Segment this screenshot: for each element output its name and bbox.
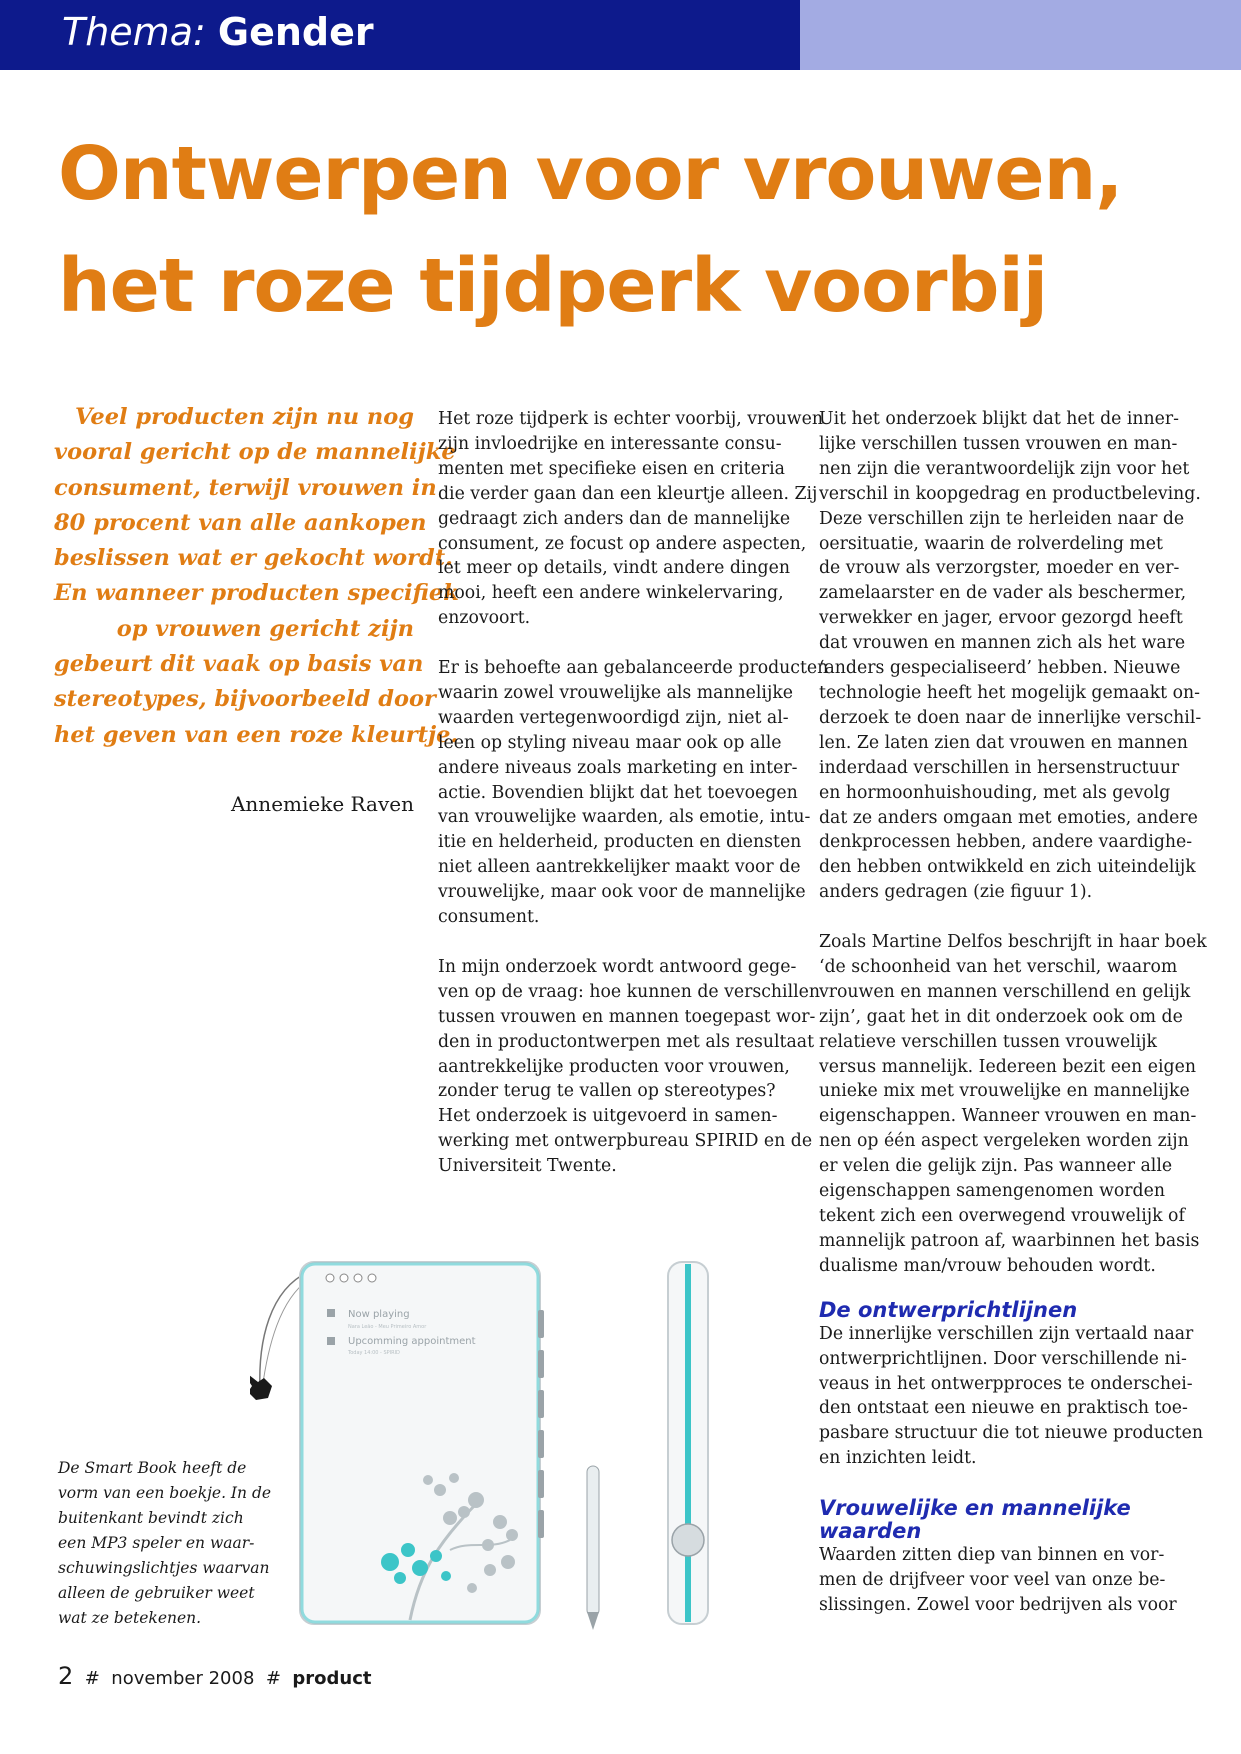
side-button — [538, 1310, 544, 1338]
body-line: eigenschappen samengenomen worden — [819, 1181, 1165, 1202]
intro-line: gebeurt dit vaak op basis van — [54, 651, 424, 678]
body-line: Deze verschillen zijn te herleiden naar de — [819, 508, 1185, 529]
intro-line: vooral gericht op de mannelijke — [54, 439, 456, 466]
body-line: waarden vertegenwoordigd zijn, niet al- — [438, 707, 789, 728]
caption-line: vorm van een boekje. In de — [58, 1484, 272, 1502]
intro-text — [54, 400, 459, 753]
intro-line: 80 procent van alle aankopen — [54, 509, 427, 536]
body-line: Universiteit Twente. — [438, 1156, 617, 1177]
indicator-light — [340, 1274, 348, 1282]
body-line: derzoek te doen naar de innerlijke verschil- — [819, 707, 1202, 728]
page-number: 2 — [58, 1662, 74, 1690]
header-accent — [800, 0, 1241, 70]
body-line: nen zijn die verantwoordelijk zijn voor het — [819, 458, 1190, 479]
body-line: werking met ontwerpbureau SPIRID en de — [438, 1131, 813, 1152]
body-line: versus mannelijk. Iedereen bezit een eigen — [819, 1056, 1196, 1077]
section-header — [62, 10, 374, 54]
footer-separator: # — [84, 1668, 100, 1689]
body-line: dat vrouwen en mannen zich als het ware — [819, 633, 1186, 654]
screen-item-title: Upcomming appointment — [348, 1336, 476, 1347]
body-line: enzovoort. — [438, 608, 531, 629]
header-thema: Thema: — [62, 10, 206, 54]
body-line: ‘anders gespecialiseerd’ hebben. Nieuwe — [819, 658, 1181, 679]
caption-line: een MP3 speler en waar- — [58, 1534, 255, 1552]
body-line: Er is behoefte aan gebalanceerde producten — [438, 658, 829, 679]
body-line: verschil in koopgedrag en productbeleving. — [819, 483, 1201, 504]
stylus-tip — [587, 1612, 599, 1630]
caption-line: alleen de gebruiker weet — [58, 1584, 255, 1602]
body-line: mannelijk patroon af, waarbinnen het basis — [819, 1230, 1200, 1251]
headline — [58, 118, 1208, 342]
body-line: en inzichten leidt. — [819, 1448, 977, 1469]
section-gap — [819, 1279, 1189, 1299]
page-footer — [58, 1662, 372, 1690]
body-line: slissingen. Zowel voor bedrijven als voor — [819, 1594, 1177, 1615]
section-gap — [819, 1471, 1189, 1497]
body-line: gedraagt zich anders dan de mannelijke — [438, 508, 791, 529]
body-line: Het onderzoek is uitgevoerd in samen- — [438, 1106, 778, 1127]
body-line: lijke verschillen tussen vrouwen en man- — [819, 433, 1178, 454]
intro-line: Veel producten zijn nu nog — [75, 404, 414, 430]
body-line: dat ze anders omgaan met emoties, andere — [819, 807, 1198, 828]
body-line: van vrouwelijke waarden, als emotie, intu- — [438, 807, 811, 828]
body-line: len. Ze laten zien dat vrouwen en mannen — [819, 732, 1188, 753]
body-line: menten met specifieke eisen en criteria — [438, 458, 785, 479]
body-line: aantrekkelijke producten voor vrouwen, — [438, 1056, 790, 1077]
body-line: mooi, heeft een andere winkelervaring, — [438, 583, 784, 604]
body-line: er velen die gelijk zijn. Pas wanneer alle — [819, 1156, 1173, 1177]
intro-line: beslissen wat er gekocht wordt. — [54, 545, 453, 572]
body-line: Het roze tijdperk is echter voorbij, vrouwen — [438, 409, 823, 429]
stylus — [587, 1466, 599, 1616]
body-line: denkprocessen hebben, andere vaardighe- — [819, 832, 1193, 853]
calendar-icon — [327, 1337, 335, 1345]
body-line: De innerlijke verschillen zijn vertaald naar — [819, 1323, 1194, 1344]
body-line: pasbare structuur die tot nieuwe producten — [819, 1423, 1203, 1444]
body-line: relatieve verschillen tussen vrouwelijk — [819, 1031, 1157, 1052]
intro-line: stereotypes, bijvoorbeeld door — [54, 686, 436, 713]
body-line: andere niveaus zoals marketing en inter- — [438, 757, 798, 778]
paragraph-gap — [819, 905, 1189, 930]
screen-item-sub: Today 14:00 - SPIRID — [348, 1350, 400, 1356]
bird-icon — [250, 1368, 272, 1400]
body-line: vrouwelijke, maar ook voor de mannelijke — [438, 882, 806, 903]
body-line: niet alleen aantrekkelijker maakt voor de — [438, 857, 801, 878]
body-line: let meer op details, vindt andere dingen — [438, 558, 790, 579]
body-line: zijn’, gaat het in dit onderzoek ook om de — [819, 1006, 1183, 1027]
column-3 — [819, 407, 1207, 1618]
paragraph-gap — [438, 631, 808, 656]
issue-date: november 2008 — [111, 1668, 255, 1689]
side-button — [538, 1430, 544, 1458]
body-line: unieke mix met vrouwelijke en mannelijke — [819, 1081, 1190, 1102]
intro-line: consument, terwijl vrouwen in — [54, 474, 437, 501]
footer-separator: # — [265, 1668, 281, 1689]
body-line: Waarden zitten diep van binnen en vor- — [819, 1545, 1165, 1566]
body-line: die verder gaan dan een kleurtje alleen. Zij — [438, 483, 818, 504]
side-button — [538, 1390, 544, 1418]
body-line: veaus in het ontwerpproces te onderschei- — [819, 1373, 1193, 1394]
body-line: tekent zich een overwegend vrouwelijk of — [819, 1205, 1185, 1226]
screen-item-sub: Nara Leão - Meu Primeiro Amor — [348, 1324, 427, 1330]
body-line: In mijn onderzoek wordt antwoord gege- — [438, 956, 797, 977]
indicator-light — [368, 1274, 376, 1282]
intro-line: op vrouwen gericht zijn — [116, 615, 414, 642]
caption-line: schuwingslichtjes waarvan — [58, 1559, 270, 1577]
caption-line: wat ze betekenen. — [58, 1609, 202, 1627]
body-line: consument. — [438, 907, 540, 928]
body-line: verwekker en jager, ervoor gezorgd heeft — [819, 608, 1183, 629]
author-name: Annemieke Raven — [230, 792, 414, 816]
side-button — [538, 1350, 544, 1378]
caption-line: De Smart Book heeft de — [58, 1459, 247, 1477]
indicator-light — [354, 1274, 362, 1282]
body-line: de vrouw als verzorgster, moeder en ver- — [819, 558, 1180, 579]
body-line: anders gedragen (zie figuur 1). — [819, 882, 1093, 903]
body-line: den in productontwerpen met als resultaat — [438, 1031, 815, 1052]
speaker-grille — [672, 1524, 704, 1556]
headline-line: Ontwerpen voor vrouwen, — [58, 131, 1123, 217]
body-line: waarin zowel vrouwelijke als mannelijke — [438, 682, 794, 703]
intro-line: En wanneer producten specifiek — [54, 580, 459, 607]
body-line: den ontstaat een nieuwe en praktisch toe- — [819, 1398, 1188, 1419]
figure-caption — [58, 1456, 278, 1631]
screen-item-title: Now playing — [348, 1309, 410, 1320]
play-icon — [327, 1309, 335, 1317]
body-line: eigenschappen. Wanneer vrouwen en man- — [819, 1106, 1197, 1127]
body-line: tussen vrouwen en mannen toegepast wor- — [438, 1006, 816, 1027]
body-line: den hebben ontwikkeld en zich uiteindelijk — [819, 857, 1196, 878]
body-line: zijn invloedrijke en interessante consu- — [438, 433, 782, 454]
caption-line: buitenkant bevindt zich — [58, 1509, 244, 1527]
body-line: zamelaarster en de vader als beschermer, — [819, 583, 1187, 604]
body-line: ‘de schoonheid van het verschil, waarom — [819, 956, 1178, 977]
body-line: en hormoonhuishouding, met als gevolg — [819, 782, 1171, 803]
header-topic: Gender — [217, 10, 374, 54]
body-line: consument, ze focust op andere aspecten, — [438, 533, 807, 554]
body-line: technologie heeft het mogelijk gemaakt on- — [819, 682, 1200, 703]
device-side-stripe — [685, 1264, 691, 1622]
intro-line: het geven van een roze kleurtje. — [54, 721, 459, 748]
indicator-light — [326, 1274, 334, 1282]
body-line: oersituatie, waarin de rolverdeling met — [819, 533, 1163, 554]
side-button — [538, 1470, 544, 1498]
body-line: Uit het onderzoek blijkt dat het de inner- — [819, 409, 1179, 429]
magazine-name: product — [292, 1668, 372, 1689]
headline-line: het roze tijdperk voorbij — [58, 243, 1048, 329]
body-line: leen op styling niveau maar ook op alle — [438, 732, 782, 753]
body-line: vrouwen en mannen verschillend en gelijk — [819, 981, 1191, 1002]
body-line: itie en helderheid, producten en diensten — [438, 832, 802, 853]
smart-book-illustration — [250, 1250, 770, 1630]
subheading-waarden: waarden — [819, 1519, 922, 1544]
body-line: actie. Bovendien blijkt dat het toevoegen — [438, 782, 798, 803]
subheading-waarden: Vrouwelijke en mannelijke — [819, 1496, 1131, 1521]
body-line: men de drijfveer voor veel van onze be- — [819, 1570, 1166, 1591]
side-button — [538, 1510, 544, 1538]
column-2 — [438, 407, 829, 1179]
body-line: inderdaad verschillen in hersenstructuur — [819, 757, 1180, 778]
body-line: nen op één aspect vergeleken worden zijn — [819, 1131, 1189, 1152]
body-line: dualisme man/vrouw behouden wordt. — [819, 1255, 1156, 1276]
body-line: ven op de vraag: hoe kunnen de verschillen — [438, 981, 820, 1002]
body-line: ontwerprichtlijnen. Door verschillende ni- — [819, 1348, 1187, 1369]
body-line: zonder terug te vallen op stereotypes? — [438, 1081, 776, 1102]
paragraph-gap — [438, 930, 808, 955]
body-line: Zoals Martine Delfos beschrijft in haar boek — [819, 932, 1207, 953]
subheading-ontwerprichtlijnen: De ontwerprichtlijnen — [819, 1297, 1078, 1322]
